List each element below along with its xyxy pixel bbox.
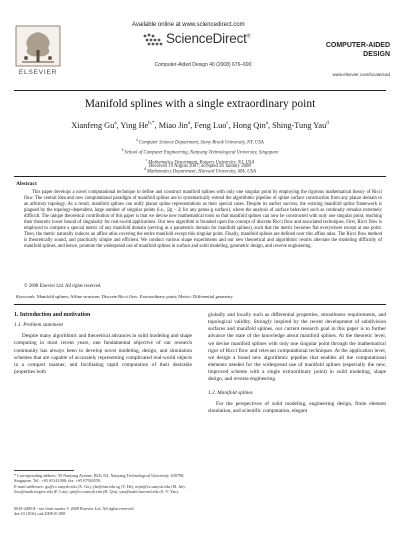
left-column	[14, 312, 192, 376]
affiliation-line: $^a$ Computer Science Department, Stony Brook University, NY, USA	[136, 138, 264, 146]
abstract-heading: Abstract	[16, 181, 37, 187]
affiliation-line: $^d$ Mathematics Department, Harvard University, MA, USA	[144, 167, 256, 175]
author-name: Xianfeng Gu$^a$	[71, 121, 117, 130]
elsevier-tree-logo-icon	[14, 24, 62, 68]
right-column	[208, 312, 386, 415]
doi-link[interactable]: doi:10.1016/j.cad.2008.01.008	[14, 511, 66, 517]
copyright-line: © 2008 Elsevier Ltd. All rights reserved.	[24, 284, 102, 289]
author-name: Miao Jin$^a$	[158, 121, 191, 130]
journal-url[interactable]: www.elsevier.com/locate/cad	[332, 72, 390, 77]
author-name: Hong Qin$^a$	[232, 121, 268, 130]
journal-name: COMPUTER-AIDED DESIGN	[325, 42, 390, 58]
section-heading: 1. Introduction and motivation	[14, 312, 91, 318]
journal-reference: Computer-Aided Design 40 (2008) 676–690	[154, 62, 252, 68]
paper-title: Manifold splines with a single extraordinary point	[84, 98, 316, 110]
abstract-body: This paper develops a novel computational technique to define and construct manifold splines with only one singular point by employing the rigorous mathematical theory of Ricci flow. The central idea and new computational paradigm of manifold splines are to systematically extend the algorithmic pipeline of spline surface construction from any planar domain to an arbitrary topology. As a result, manifold splines can unify planar spline representations as their special cases. Despite its earlier success, the existing manifold spline framework is plagued by the topology-dependent, large number of singular points (i.e., |2g − 2| for any genus-g surface), where the analysis of surface behaviors such as continuity remains extremely difficult. The unique theoretical contribution of this paper is that we devise new mathematical tools so that manifold splines can now be constructed with only one singular point, reaching their theoretic lower bound of singularity for real-world applications. Our new algorithm is founded upon the concept of discrete Ricci flow and associated techniques. First, Ricci flow is employed to compute a special metric of any manifold domain (serving as a parametric domain for manifold splines), such that the metric becomes flat everywhere except at one point. Then, the metric naturally induces an affine atlas covering the entire manifold except this singular point. Finally, manifold splines are defined over this affine atlas. The Ricci flow method is theoretically sound, and practically simple and efficient. We conduct various shape experiments and our new theoretical and algorithmic results alleviate the modeling difficulty of manifold splines, and hence, promote the widespread use of manifold splines in surface and solid modeling, geometric design, and reverse engineering.	[24, 190, 382, 249]
available-online-text: Available online at www.sciencedirect.com	[132, 22, 245, 28]
corresponding-author-footnote: * Corresponding address: 50 Nanyang Avenue, BLK N4, Nanyang Technological University, 639798, Singapore. Tel.: +65 65141008; fax: +65 67926559. E-mail addresses: gu@cs.sunysb.edu (X. Gu), yhe@ntu.edu.sg (Y. He), mjin@cs.sunysb.edu (M. Jin), fluo@math.rutgers.edu (F. Luo), qin@cs.sunysb.edu (H. Qin), yau@math.harvard.edu (S.-T. Yau).	[14, 473, 186, 494]
affiliation-line: $^c$ Mathematics Department, Rutgers University, NJ, USA	[145, 157, 255, 166]
issn-doi-block	[14, 506, 192, 517]
keywords-line: Keywords: Manifold splines; Affine structure; Discrete Ricci flow; Extraordinary point; Metric; Differential geometry	[16, 294, 233, 299]
received-dates: Received 19 August 2007; accepted 26 January 2008	[149, 164, 251, 169]
abstract-top-rule	[14, 176, 386, 177]
publisher-name: ELSEVIER	[18, 69, 58, 76]
author-name: Shing-Tung Yau$^d$	[272, 121, 329, 130]
journal-masthead	[14, 22, 390, 88]
affiliation-list	[14, 137, 386, 176]
body-paragraph: Despite many algorithmic and theoretical advances in solid modeling and shape computing in most recent years, one fundamental objective of our research community has always been to develop novel modeling, design, and simulation schemes that are capable of accurately representing complicated real-world objects in a compact manner, and facilitating rapid computation of their desirable properties both	[14, 333, 192, 376]
author-name: Ying $He^{b,*}$	[120, 121, 155, 130]
body-paragraph: globally and locally such as differential properties, smoothness requirements, and topological validity. Strongly inspired by the recent development of subdivision surfaces and manifold splines, our current research goal in this paper is to further advance the state of the knowledge about manifold splines. At the theoretic level, we devise manifold splines with only one singular point through the mathematical rigor of Ricci flow and relevant computational techniques. At the application level, we design a brand new algorithmic pipeline that enables all the computational elements needed for the widespread use of manifold splines (especially the new, improved scheme with a single extraordinary point) in solid modeling, shape design, and reverse engineering.	[208, 312, 386, 383]
sciencedirect-dots-logo-icon	[142, 32, 164, 48]
author-list: Xianfeng Gu$^a$, Ying $He^{b,*}$, Miao Jin$^a$, Feng Luo$^c$, Hong Qin$^a$, Shing-Tung Yau$^d$	[71, 121, 329, 130]
footnote-rule	[14, 470, 74, 471]
abstract-bottom-rule	[14, 304, 386, 305]
body-paragraph: For the perspectives of solid modeling, engineering design, finite element simulation, and scientific computation, elegant	[208, 400, 386, 414]
subsection-heading: 1.1. Problem statement	[14, 322, 63, 329]
sciencedirect-wordmark: ScienceDirect®	[166, 31, 251, 46]
issn-line: 0010-4485/$ - see front matter © 2008 Elsevier Ltd. All rights reserved.	[14, 506, 135, 511]
masthead-divider	[14, 90, 386, 91]
affiliation-line: $^b$ School of Computer Engineering, Nanyang Technological University, Singapore	[121, 147, 279, 156]
author-name: Feng Luo$^c$	[194, 121, 229, 130]
subsection-heading: 1.2. Manifold splines	[208, 389, 253, 396]
